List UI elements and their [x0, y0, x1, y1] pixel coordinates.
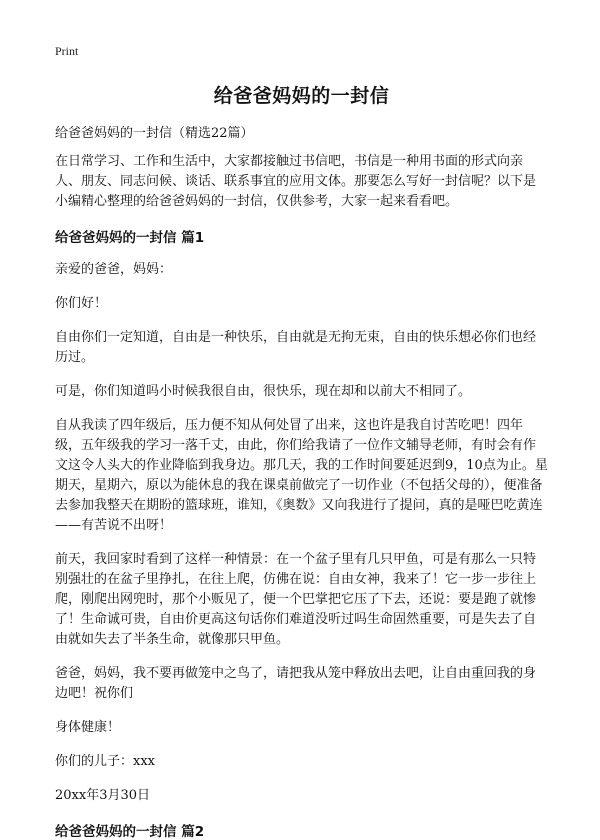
- section-heading-2: 给爸爸妈妈的一封信 篇2: [55, 824, 205, 840]
- intro-paragraph: 在日常学习、工作和生活中，大家都接触过书信吧，书信是一种用书面的形式向亲人、朋友、同志问候、谈话、联系事宜的应用文体。那要怎么写好一封信呢？以下是小编精心整理的给爸爸妈妈的一封信，仅供参考，大家一起来看看吧。: [55, 154, 537, 209]
- print-link[interactable]: Print: [55, 44, 79, 58]
- document-title: 给爸爸妈妈的一封信: [213, 85, 390, 107]
- body-paragraph: 前天，我回家时看到了这样一种情景：在一个盆子里有几只甲鱼，可是有那么一只特别强壮的在盆子里挣扎，在往上爬，仿佛在说：自由女神，我来了！它一步一步往上爬，刚爬出网兜时，那个小贩见了，便一个巴掌把它压了下去，还说：要是跑了就惨了！生命诚可贵，自由价更高这句话你们难道没听过吗生命固然重要，可是失去了自由就如失去了半条生命，就像那只甲鱼。: [55, 552, 537, 647]
- body-paragraph: 可是，你们知道吗小时候我很自由，很快乐，现在却和以前大不相同了。: [55, 384, 472, 399]
- closing-wish: 身体健康！: [55, 720, 121, 735]
- body-paragraph: 爸爸，妈妈，我不要再做笼中之鸟了，请把我从笼中释放出去吧，让自由重回我的身边吧！祝你们: [55, 666, 537, 701]
- signature: 你们的儿子：xxx: [55, 754, 155, 769]
- letter-date: 20xx年3月30日: [55, 788, 151, 803]
- body-paragraph: 自从我读了四年级后，压力便不知从何处冒了出来，这也许是我自讨苦吃吧！四年级，五年级我的学习一落千丈，由此，你们给我请了一位作文辅导老师，有时会有作文这令人头大的作业降临到我身边。那几天，我的工作时间要延迟到9，10点为止。星期天，星期六，原以为能休息的我在课桌前做完了一切作业（不包括父母的），便准备去参加我整天在期盼的篮球班，谁知，《奥数》又向我进行了提问，真的是哑巴吃黄连——有苦说不出呀！: [55, 418, 548, 533]
- section-heading-1: 给爸爸妈妈的一封信 篇1: [55, 230, 205, 246]
- body-paragraph: 自由你们一定知道，自由是一种快乐，自由就是无拘无束，自由的快乐想必你们也经历过。: [55, 330, 537, 365]
- salutation: 亲爱的爸爸，妈妈：: [55, 262, 173, 277]
- greeting: 你们好！: [55, 296, 108, 311]
- document-subtitle: 给爸爸妈妈的一封信（精选22篇）: [55, 126, 254, 141]
